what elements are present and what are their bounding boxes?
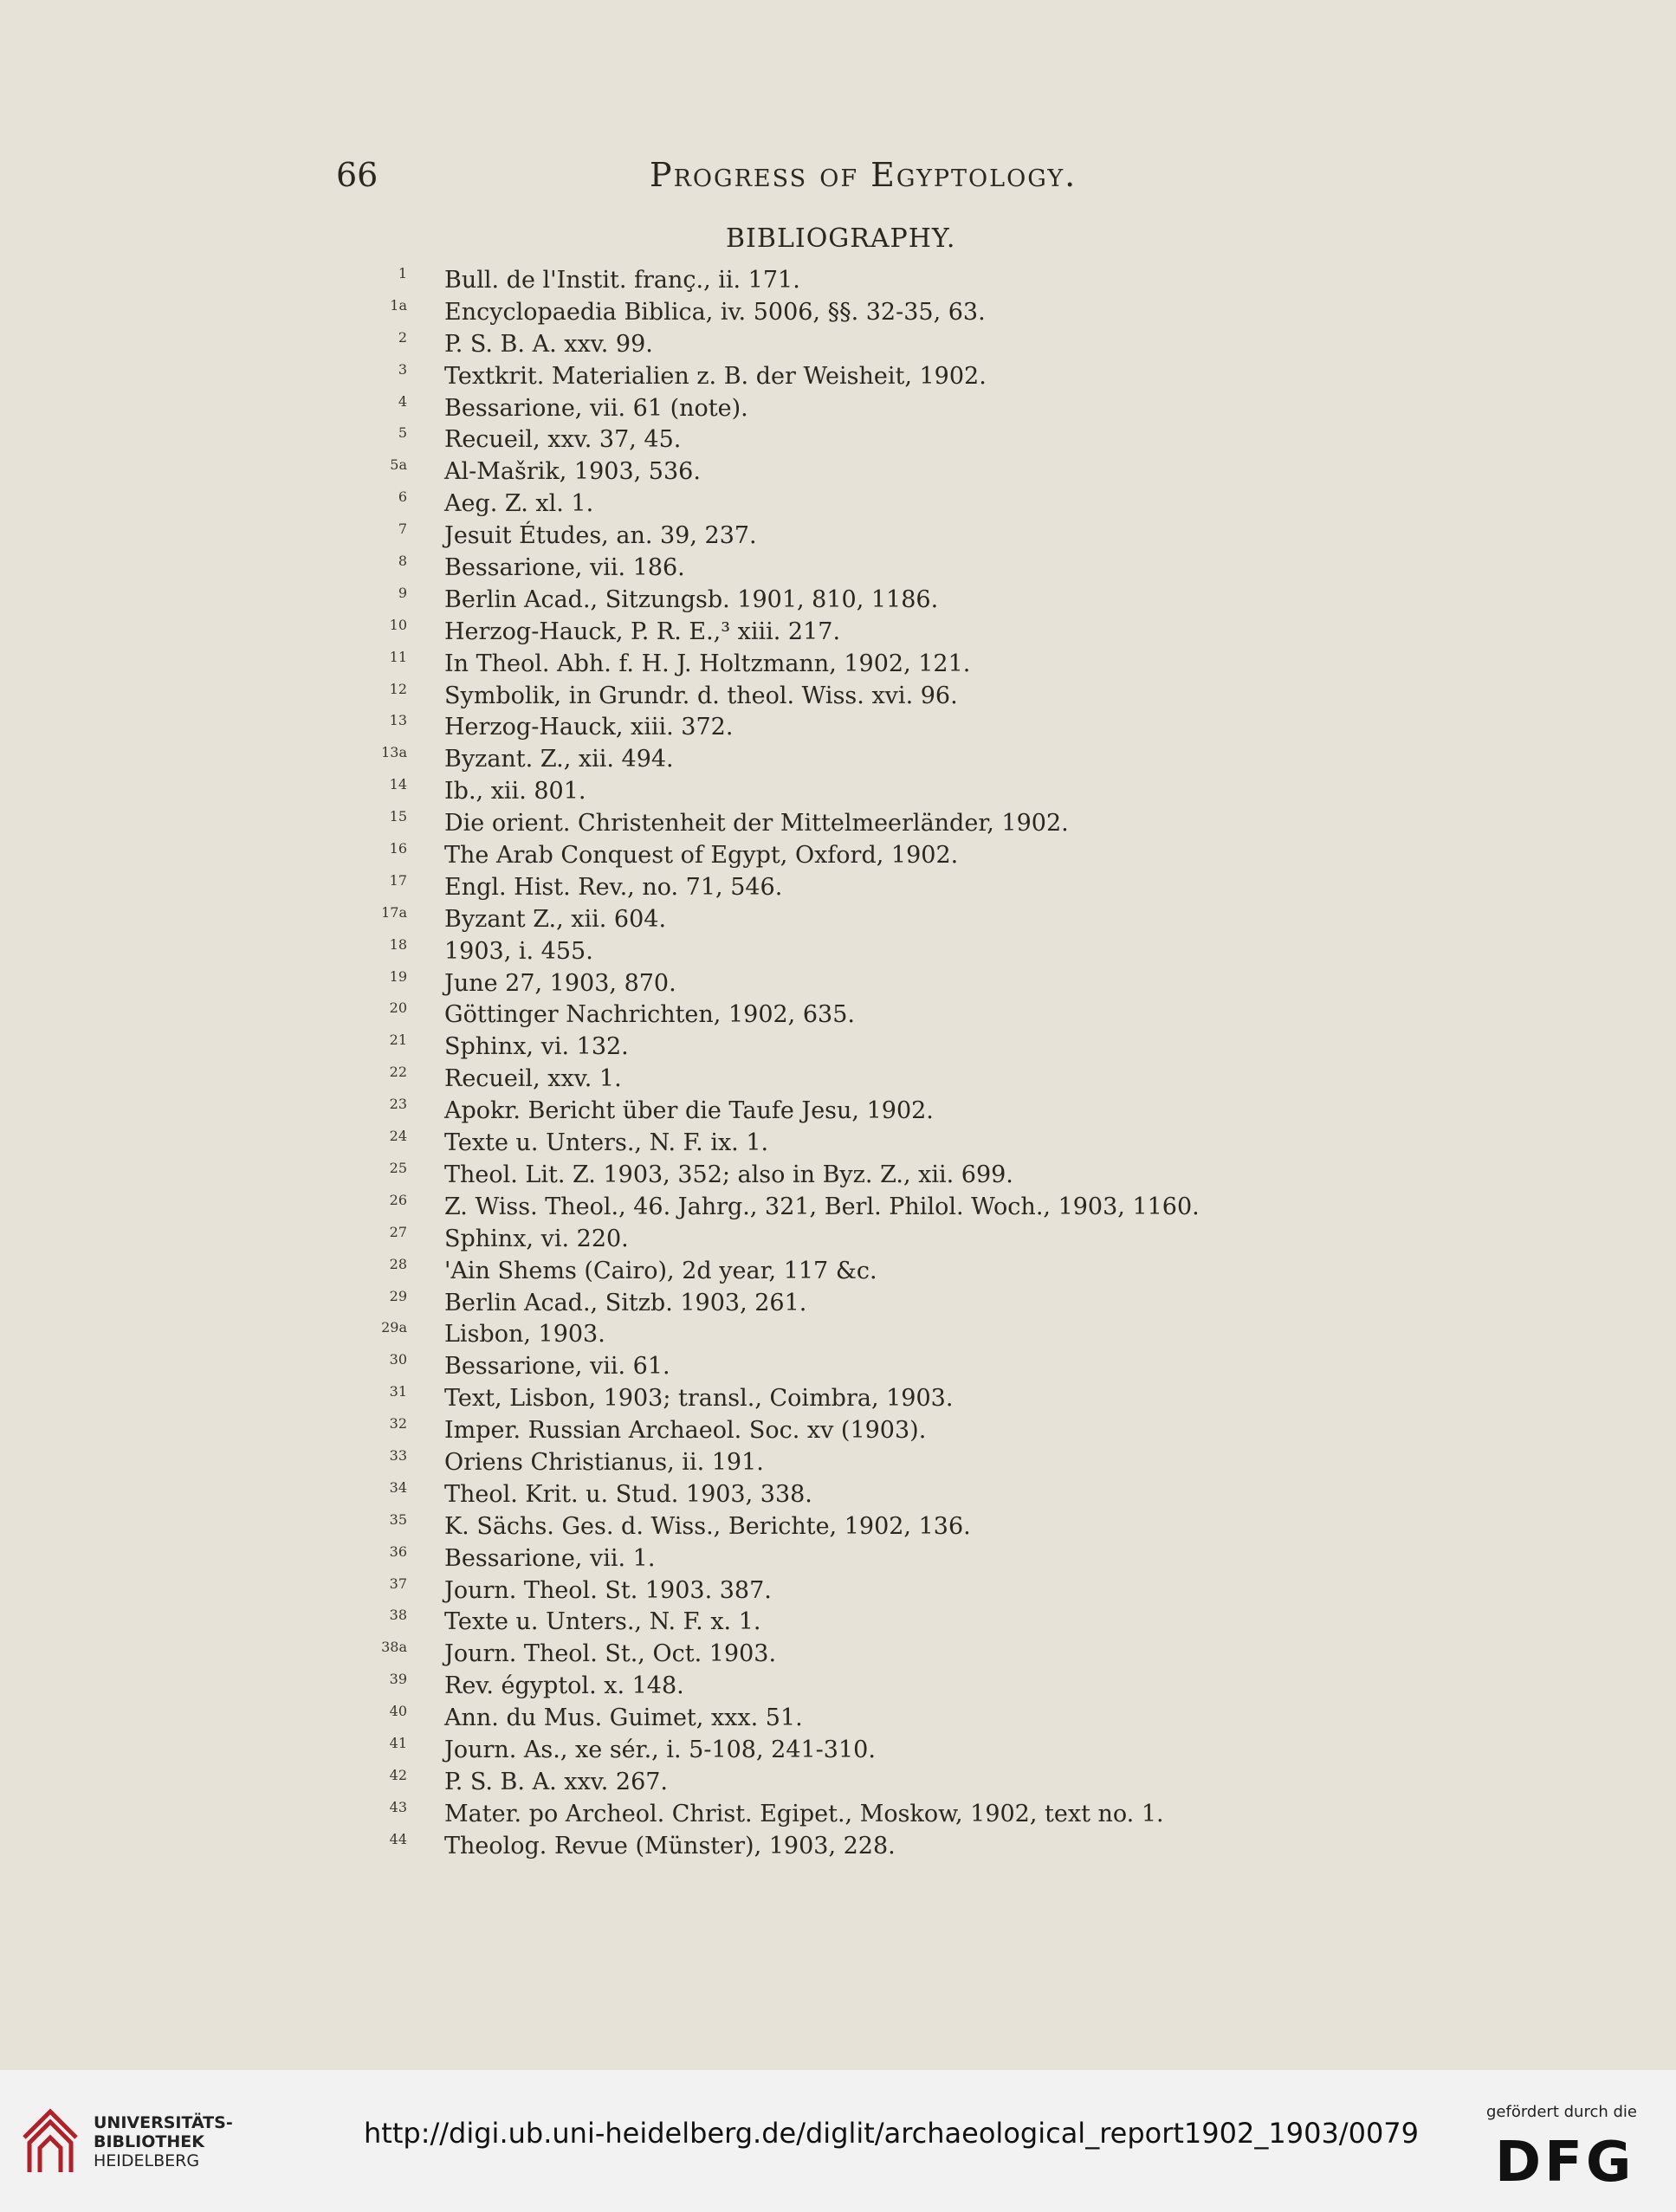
footnote-number: 6 — [398, 488, 407, 506]
footnote-number: 36 — [389, 1543, 407, 1560]
bibliography-entry — [381, 1447, 1559, 1479]
bibliography-entry — [381, 1799, 1559, 1831]
permalink[interactable]: http://digi.ub.uni-heidelberg.de/diglit/archaeological_report1902_1903/0079 — [364, 2117, 1420, 2150]
bibliography-entry — [381, 904, 1559, 936]
bibliography-entry — [381, 999, 1559, 1032]
bibliography-entry — [381, 424, 1559, 456]
entry-text: Herzog-Hauck, xiii. 372. — [444, 714, 734, 741]
footnote-number: 10 — [389, 616, 407, 633]
entry-text: Recueil, xxv. 37, 45. — [444, 426, 682, 454]
bibliography-entry — [381, 488, 1559, 521]
entry-text: Apokr. Bericht über die Taufe Jesu, 1902. — [444, 1097, 934, 1125]
footnote-number: 19 — [389, 967, 407, 985]
entry-text: Z. Wiss. Theol., 46. Jahrg., 321, Berl. Philol. Woch., 1903, 1160. — [444, 1193, 1200, 1220]
footnote-number: 23 — [389, 1096, 407, 1113]
bibliography-entry — [381, 712, 1559, 744]
bibliography-list — [381, 265, 1559, 1863]
funding-note: gefördert durch die — [1486, 2103, 1637, 2121]
bibliography-entry — [381, 1607, 1559, 1639]
entry-text: K. Sächs. Ges. d. Wiss., Berichte, 1902, 136. — [444, 1512, 971, 1540]
footnote-number: 41 — [389, 1734, 407, 1751]
footnote-number: 28 — [389, 1255, 407, 1272]
footnote-number: 13a — [381, 744, 407, 761]
bibliography-entry — [381, 617, 1559, 649]
running-head: Progress of Egyptology. — [650, 156, 1077, 194]
entry-text: 'Ain Shems (Cairo), 2d year, 117 &c. — [444, 1257, 877, 1284]
bibliography-entry — [381, 1319, 1559, 1351]
entry-text: Textkrit. Materialien z. B. der Weisheit, 1902. — [444, 362, 987, 390]
entry-text: Engl. Hist. Rev., no. 71, 546. — [444, 873, 783, 901]
footnote-number: 33 — [389, 1446, 407, 1464]
footnote-number: 35 — [389, 1510, 407, 1528]
footnote-number: 29 — [389, 1287, 407, 1304]
bibliography-entry — [381, 1671, 1559, 1703]
bibliography-entry — [381, 1543, 1559, 1575]
footnote-number: 7 — [398, 521, 407, 538]
entry-text: Encyclopaedia Biblica, iv. 5006, §§. 32-35, 63. — [444, 298, 986, 326]
entry-text: Die orient. Christenheit der Mittelmeerländer, 1902. — [444, 810, 1069, 838]
bibliography-entry — [381, 1479, 1559, 1511]
entry-text: Ib., xii. 801. — [444, 778, 586, 805]
footnote-number: 37 — [389, 1575, 407, 1592]
entry-text: Bessarione, vii. 61 (note). — [444, 394, 748, 422]
footnote-number: 11 — [389, 648, 407, 665]
bibliography-entry — [381, 1575, 1559, 1607]
footnote-number: 32 — [389, 1415, 407, 1433]
bibliography-entry — [381, 521, 1559, 553]
entry-text: Journ. Theol. St. 1903. 387. — [444, 1576, 772, 1604]
footnote-number: 31 — [389, 1383, 407, 1400]
dfg-logo: DFG — [1495, 2131, 1635, 2195]
footnote-number: 9 — [398, 584, 407, 601]
entry-text: Symbolik, in Grundr. d. theol. Wiss. xvi. 96. — [444, 682, 958, 709]
footnote-number: 22 — [389, 1064, 407, 1081]
footnote-number: 38 — [389, 1607, 407, 1624]
bibliography-entry — [381, 1639, 1559, 1671]
entry-text: Sphinx, vi. 220. — [444, 1225, 629, 1252]
bibliography-entry — [381, 553, 1559, 585]
footnote-number: 29a — [381, 1319, 407, 1336]
bibliography-entry — [381, 329, 1559, 361]
bibliography-entry — [381, 1032, 1559, 1064]
bibliography-entry — [381, 776, 1559, 808]
entry-text: Theol. Lit. Z. 1903, 352; also in Byz. Z., xii. 699. — [444, 1161, 1013, 1188]
footnote-number: 5a — [390, 456, 407, 474]
footnote-number: 16 — [389, 840, 407, 857]
bibliography-entry — [381, 1160, 1559, 1192]
entry-text: Journ. As., xe sér., i. 5-108, 241-310. — [444, 1736, 876, 1763]
bibliography-entry — [381, 1351, 1559, 1383]
bibliography-entry — [381, 1383, 1559, 1415]
footnote-number: 2 — [398, 328, 407, 346]
bibliography-entry — [381, 1128, 1559, 1160]
entry-text: Bull. de l'Instit. franç., ii. 171. — [444, 267, 800, 294]
footnote-number: 34 — [389, 1478, 407, 1496]
bibliography-entry — [381, 840, 1559, 872]
bibliography-entry — [381, 1192, 1559, 1224]
entry-text: Sphinx, vi. 132. — [444, 1033, 629, 1061]
bibliography-entry — [381, 1415, 1559, 1447]
footnote-number: 18 — [389, 935, 407, 953]
entry-text: Rev. égyptol. x. 148. — [444, 1672, 684, 1700]
entry-text: Texte u. Unters., N. F. x. 1. — [444, 1608, 761, 1636]
footnote-number: 5 — [398, 424, 407, 442]
entry-text: Bessarione, vii. 61. — [444, 1353, 670, 1381]
entry-text: Aeg. Z. xl. 1. — [444, 490, 594, 518]
entry-text: June 27, 1903, 870. — [444, 969, 676, 997]
entry-text: Berlin Acad., Sitzb. 1903, 261. — [444, 1289, 807, 1316]
footnote-number: 17a — [381, 903, 407, 921]
bibliography-entry — [381, 1096, 1559, 1128]
bibliography-entry — [381, 1831, 1559, 1863]
entry-text: Bessarione, vii. 186. — [444, 554, 685, 582]
entry-text: Byzant. Z., xii. 494. — [444, 746, 674, 773]
footnote-number: 43 — [389, 1798, 407, 1815]
bibliography-entry — [381, 649, 1559, 681]
entry-text: 1903, i. 455. — [444, 937, 593, 965]
footnote-number: 44 — [389, 1830, 407, 1847]
bibliography-entry — [381, 297, 1559, 329]
bibliography-entry — [381, 1256, 1559, 1288]
footnote-number: 20 — [389, 999, 407, 1017]
bibliography-entry — [381, 361, 1559, 393]
footnote-number: 39 — [389, 1671, 407, 1688]
bibliography-entry — [381, 1703, 1559, 1735]
university-library-logo — [16, 2103, 85, 2181]
footnote-number: 17 — [389, 871, 407, 889]
entry-text: Imper. Russian Archaeol. Soc. xv (1903). — [444, 1417, 927, 1445]
footnote-number: 27 — [389, 1223, 407, 1240]
footnote-number: 30 — [389, 1351, 407, 1368]
bibliography-entry — [381, 1288, 1559, 1320]
footnote-number: 8 — [398, 553, 407, 570]
entry-text: The Arab Conquest of Egypt, Oxford, 1902. — [444, 842, 959, 870]
library-name-line: UNIVERSITÄTS- — [94, 2113, 233, 2132]
entry-text: Byzant Z., xii. 604. — [444, 905, 667, 933]
entry-text: Journ. Theol. St., Oct. 1903. — [444, 1640, 777, 1668]
entry-text: Theol. Krit. u. Stud. 1903, 338. — [444, 1480, 812, 1508]
entry-text: Jesuit Études, an. 39, 237. — [444, 522, 757, 550]
entry-text: Text, Lisbon, 1903; transl., Coimbra, 1903. — [444, 1385, 954, 1413]
entry-text: Theolog. Revue (Münster), 1903, 228. — [444, 1832, 896, 1860]
entry-text: Texte u. Unters., N. F. ix. 1. — [444, 1129, 769, 1157]
entry-text: Herzog-Hauck, P. R. E.,³ xiii. 217. — [444, 618, 841, 645]
library-name-line: HEIDELBERG — [94, 2151, 200, 2170]
footnote-number: 1a — [390, 296, 407, 314]
footnote-number: 38a — [381, 1639, 407, 1656]
bibliography-entry — [381, 681, 1559, 713]
footnote-number: 24 — [389, 1128, 407, 1145]
entry-text: Recueil, xxv. 1. — [444, 1065, 622, 1093]
footnote-number: 13 — [389, 712, 407, 729]
section-title: BIBLIOGRAPHY. — [726, 223, 956, 254]
bibliography-entry — [381, 585, 1559, 617]
footnote-number: 14 — [389, 776, 407, 793]
entry-text: Al-Mašrik, 1903, 536. — [444, 458, 701, 486]
entry-text: Lisbon, 1903. — [444, 1321, 605, 1349]
entry-text: Göttinger Nachrichten, 1902, 635. — [444, 1001, 855, 1029]
footnote-number: 12 — [389, 680, 407, 697]
library-name — [94, 2113, 267, 2170]
entry-text: Berlin Acad., Sitzungsb. 1901, 810, 1186. — [444, 585, 939, 613]
footnote-number: 21 — [389, 1032, 407, 1049]
bibliography-entry — [381, 1767, 1559, 1799]
entry-text: Mater. po Archeol. Christ. Egipet., Moskow, 1902, text no. 1. — [444, 1800, 1164, 1827]
bibliography-entry — [381, 808, 1559, 840]
library-name-line: BIBLIOTHEK — [94, 2132, 204, 2151]
entry-text: Oriens Christianus, ii. 191. — [444, 1448, 764, 1476]
footnote-number: 25 — [389, 1159, 407, 1176]
footnote-number: 15 — [389, 808, 407, 825]
footnote-number: 42 — [389, 1766, 407, 1783]
footnote-number: 4 — [398, 392, 407, 410]
bibliography-entry — [381, 1511, 1559, 1543]
bibliography-entry — [381, 936, 1559, 968]
entry-text: Bessarione, vii. 1. — [444, 1544, 656, 1572]
bibliography-entry — [381, 968, 1559, 1000]
bibliography-entry — [381, 1735, 1559, 1767]
page-number: 66 — [336, 156, 379, 194]
bibliography-entry — [381, 393, 1559, 425]
bibliography-entry — [381, 744, 1559, 776]
footnote-number: 1 — [398, 265, 407, 281]
entry-text: In Theol. Abh. f. H. J. Holtzmann, 1902, 121. — [444, 650, 971, 677]
entry-text: P. S. B. A. xxv. 267. — [444, 1768, 669, 1795]
footnote-number: 40 — [389, 1703, 407, 1720]
bibliography-entry — [381, 872, 1559, 904]
footnote-number: 26 — [389, 1191, 407, 1208]
bibliography-entry — [381, 456, 1559, 488]
footnote-number: 3 — [398, 360, 407, 378]
entry-text: P. S. B. A. xxv. 99. — [444, 330, 653, 358]
bibliography-entry — [381, 265, 1559, 297]
entry-text: Ann. du Mus. Guimet, xxx. 51. — [444, 1704, 803, 1732]
bibliography-entry — [381, 1224, 1559, 1256]
bibliography-entry — [381, 1064, 1559, 1096]
